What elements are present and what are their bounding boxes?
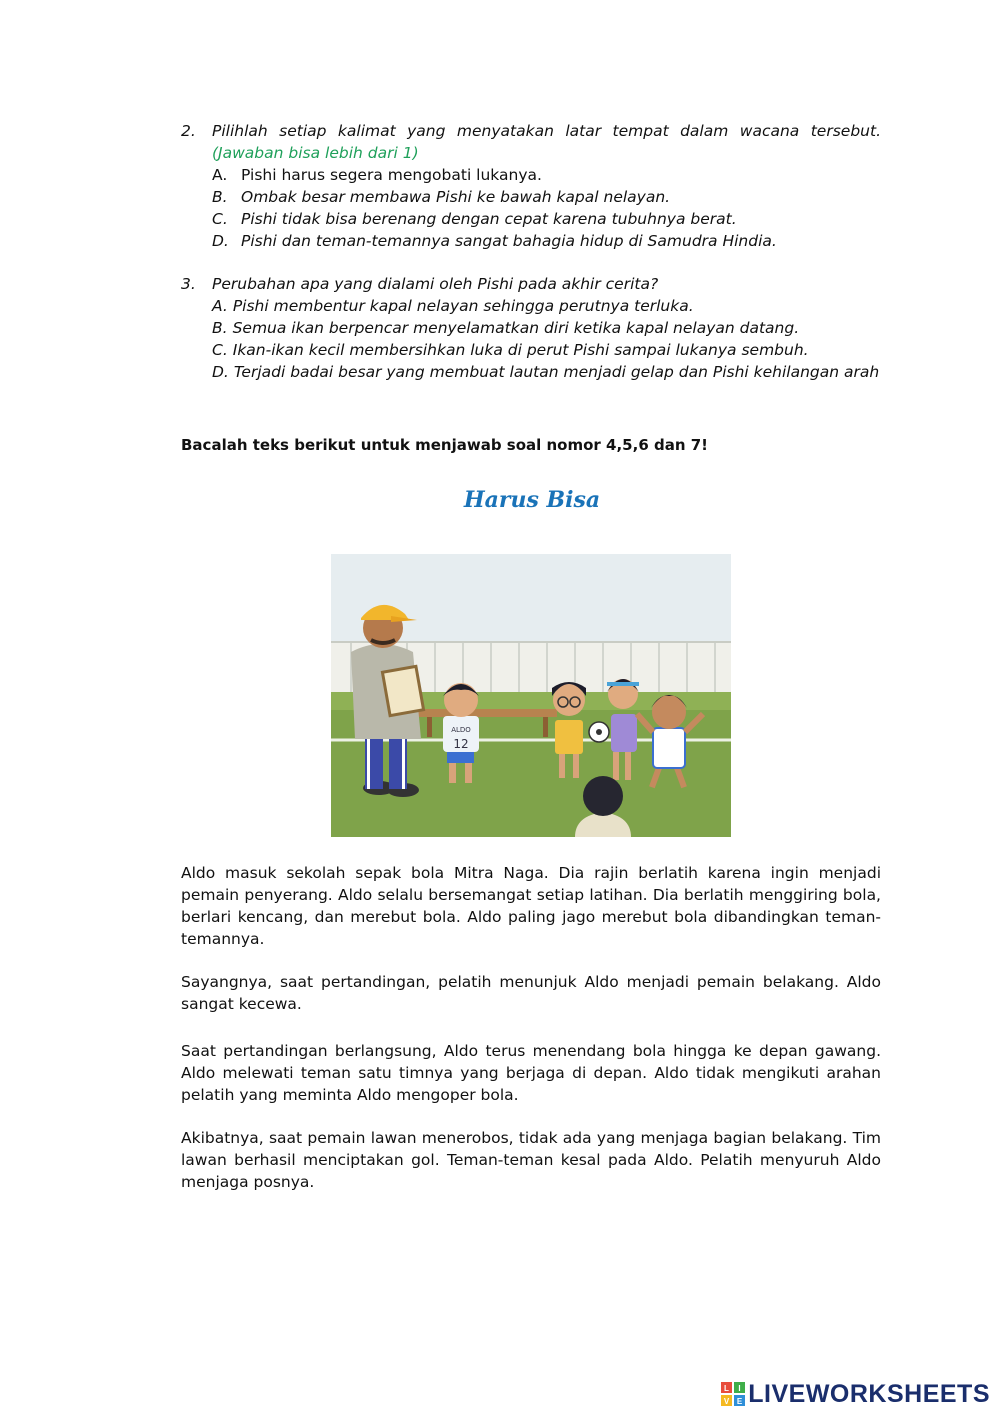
answer-option-c[interactable]: C. Pishi tidak bisa berenang dengan cepat karena tubuhnya berat. xyxy=(212,210,737,228)
story-paragraph-2: Sayangnya, saat pertandingan, pelatih menunjuk Aldo menjadi pemain belakang. Aldo sangat kecewa. xyxy=(181,973,881,1013)
story-title: Harus Bisa xyxy=(463,487,601,513)
question-3 xyxy=(181,273,881,383)
answer-option-b[interactable]: B. Semua ikan berpencar menyelamatkan diri ketika kapal nelayan datang. xyxy=(212,319,800,337)
jersey-number: 12 xyxy=(453,737,469,751)
story-paragraph-4: Akibatnya, saat pemain lawan menerobos, tidak ada yang menjaga bagian belakang. Tim lawan berhasil menciptakan gol. Teman-teman kesal pada Aldo. Pelatih menyuruh Aldo menjaga posnya. xyxy=(181,1129,881,1191)
jersey-name: ALDO xyxy=(451,726,471,734)
question-number: 2. xyxy=(181,122,196,140)
svg-text:I: I xyxy=(738,1384,741,1393)
reading-instruction: Bacalah teks berikut untuk menjawab soal nomor 4,5,6 dan 7! xyxy=(181,436,709,454)
brand-name: LIVEWORKSHEETS xyxy=(748,1379,990,1408)
svg-text:L: L xyxy=(724,1384,730,1393)
answer-option-d[interactable]: D. Pishi dan teman-temannya sangat bahagia hidup di Samudra Hindia. xyxy=(212,232,777,250)
question-stem: Perubahan apa yang dialami oleh Pishi pada akhir cerita? xyxy=(212,275,659,293)
question-number: 3. xyxy=(181,275,196,293)
svg-text:V: V xyxy=(724,1397,730,1406)
svg-text:E: E xyxy=(737,1397,743,1406)
answer-option-a[interactable]: A. Pishi harus segera mengobati lukanya. xyxy=(212,166,542,184)
story-paragraph-3: Saat pertandingan berlangsung, Aldo terus menendang bola hingga ke depan gawang. Aldo melewati teman satu timnya yang berjaga di depan. Aldo tidak mengikuti arahan pelatih yang meminta Aldo mengoper bola. xyxy=(181,1042,881,1104)
question-2 xyxy=(181,120,881,252)
question-note: (Jawaban bisa lebih dari 1) xyxy=(212,144,419,162)
story-illustration xyxy=(331,554,731,837)
story-paragraph-1: Aldo masuk sekolah sepak bola Mitra Naga. Dia rajin berlatih karena ingin menjadi pemain penyerang. Aldo selalu bersemangat setiap latihan. Dia berlatih menggiring bola, berlari kencang, dan merebut bola. Aldo paling jago merebut bola dibandingkan teman-temannya. xyxy=(181,864,881,948)
answer-option-c[interactable]: C. Ikan-ikan kecil membersihkan luka di perut Pishi sampai lukanya sembuh. xyxy=(212,341,809,359)
answer-option-a[interactable]: A. Pishi membentur kapal nelayan sehingga perutnya terluka. xyxy=(212,297,694,315)
liveworksheets-brand xyxy=(721,1381,990,1407)
answer-option-b[interactable]: B. Ombak besar membawa Pishi ke bawah kapal nelayan. xyxy=(212,188,671,206)
answer-option-d[interactable]: D. Terjadi badai besar yang membuat lautan menjadi gelap dan Pishi kehilangan arah xyxy=(212,363,880,381)
liveworksheets-logo-icon xyxy=(721,1382,745,1406)
question-stem: Pilihlah setiap kalimat yang menyatakan latar tempat dalam wacana tersebut. xyxy=(212,122,881,140)
